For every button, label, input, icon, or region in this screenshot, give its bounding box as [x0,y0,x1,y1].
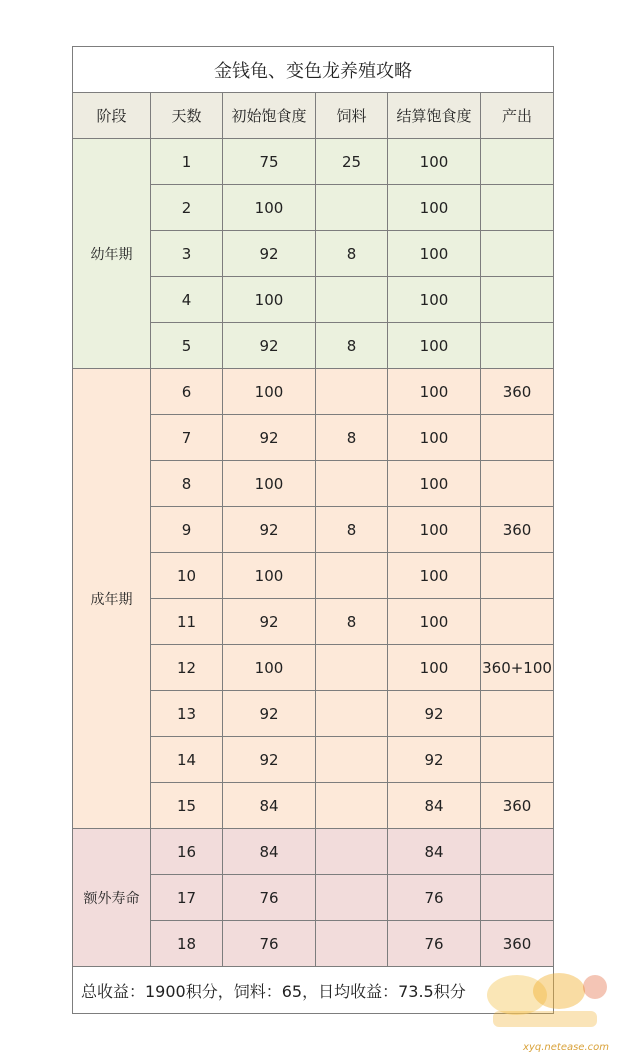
feed-cell [316,875,388,921]
day-cell: 2 [151,185,223,231]
output-cell: 360+100 [481,645,554,691]
initial-satiety-cell: 92 [223,415,316,461]
initial-satiety-cell: 76 [223,921,316,967]
header-final-satiety: 结算饱食度 [388,93,481,139]
header-day: 天数 [151,93,223,139]
final-satiety-cell: 92 [388,737,481,783]
initial-satiety-cell: 84 [223,783,316,829]
final-satiety-cell: 76 [388,875,481,921]
day-cell: 1 [151,139,223,185]
output-cell [481,599,554,645]
initial-satiety-cell: 92 [223,737,316,783]
final-satiety-cell: 100 [388,645,481,691]
feed-cell [316,737,388,783]
feed-cell [316,645,388,691]
day-cell: 15 [151,783,223,829]
feed-cell [316,783,388,829]
feed-cell: 8 [316,323,388,369]
output-cell [481,277,554,323]
day-cell: 14 [151,737,223,783]
initial-satiety-cell: 92 [223,231,316,277]
day-cell: 13 [151,691,223,737]
output-cell [481,461,554,507]
final-satiety-cell: 100 [388,369,481,415]
table-row [73,139,554,185]
output-cell [481,185,554,231]
initial-satiety-cell: 92 [223,691,316,737]
feed-cell [316,553,388,599]
day-cell: 7 [151,415,223,461]
initial-satiety-cell: 100 [223,461,316,507]
watermark-url: xyq.netease.com [523,1042,609,1053]
final-satiety-cell: 100 [388,139,481,185]
feed-cell [316,369,388,415]
output-cell [481,691,554,737]
output-cell [481,553,554,599]
feed-cell [316,829,388,875]
day-cell: 12 [151,645,223,691]
output-cell [481,829,554,875]
feed-cell: 8 [316,507,388,553]
day-cell: 3 [151,231,223,277]
initial-satiety-cell: 75 [223,139,316,185]
day-cell: 6 [151,369,223,415]
feed-cell: 25 [316,139,388,185]
feed-cell [316,461,388,507]
final-satiety-cell: 100 [388,185,481,231]
final-satiety-cell: 100 [388,507,481,553]
initial-satiety-cell: 92 [223,323,316,369]
day-cell: 18 [151,921,223,967]
feed-cell: 8 [316,415,388,461]
summary-text: 总收益：1900积分，饲料：65，日均收益：73.5积分 [73,967,554,1014]
feed-cell [316,691,388,737]
breeding-guide-table [72,46,554,1014]
initial-satiety-cell: 76 [223,875,316,921]
output-cell: 360 [481,507,554,553]
day-cell: 17 [151,875,223,921]
initial-satiety-cell: 92 [223,599,316,645]
day-cell: 4 [151,277,223,323]
header-output: 产出 [481,93,554,139]
table-row [73,829,554,875]
header-feed: 饲料 [316,93,388,139]
feed-cell [316,185,388,231]
header-row [73,93,554,139]
final-satiety-cell: 100 [388,231,481,277]
netease-logo-watermark [477,967,617,1037]
initial-satiety-cell: 100 [223,553,316,599]
phase-cell: 额外寿命 [73,829,151,967]
feed-cell: 8 [316,231,388,277]
final-satiety-cell: 100 [388,323,481,369]
day-cell: 16 [151,829,223,875]
output-cell [481,323,554,369]
output-cell [481,139,554,185]
table-row [73,369,554,415]
output-cell: 360 [481,369,554,415]
day-cell: 5 [151,323,223,369]
output-cell: 360 [481,783,554,829]
feed-cell: 8 [316,599,388,645]
day-cell: 9 [151,507,223,553]
phase-cell: 成年期 [73,369,151,829]
final-satiety-cell: 100 [388,277,481,323]
day-cell: 11 [151,599,223,645]
initial-satiety-cell: 100 [223,369,316,415]
output-cell: 360 [481,921,554,967]
header-phase: 阶段 [73,93,151,139]
feed-cell [316,277,388,323]
initial-satiety-cell: 84 [223,829,316,875]
table-title: 金钱龟、变色龙养殖攻略 [73,47,554,93]
final-satiety-cell: 92 [388,691,481,737]
header-initial-satiety: 初始饱食度 [223,93,316,139]
day-cell: 8 [151,461,223,507]
phase-cell: 幼年期 [73,139,151,369]
output-cell [481,231,554,277]
final-satiety-cell: 76 [388,921,481,967]
final-satiety-cell: 84 [388,829,481,875]
feed-cell [316,921,388,967]
output-cell [481,737,554,783]
initial-satiety-cell: 100 [223,185,316,231]
final-satiety-cell: 84 [388,783,481,829]
final-satiety-cell: 100 [388,599,481,645]
output-cell [481,415,554,461]
final-satiety-cell: 100 [388,461,481,507]
final-satiety-cell: 100 [388,553,481,599]
output-cell [481,875,554,921]
initial-satiety-cell: 92 [223,507,316,553]
initial-satiety-cell: 100 [223,277,316,323]
initial-satiety-cell: 100 [223,645,316,691]
day-cell: 10 [151,553,223,599]
final-satiety-cell: 100 [388,415,481,461]
